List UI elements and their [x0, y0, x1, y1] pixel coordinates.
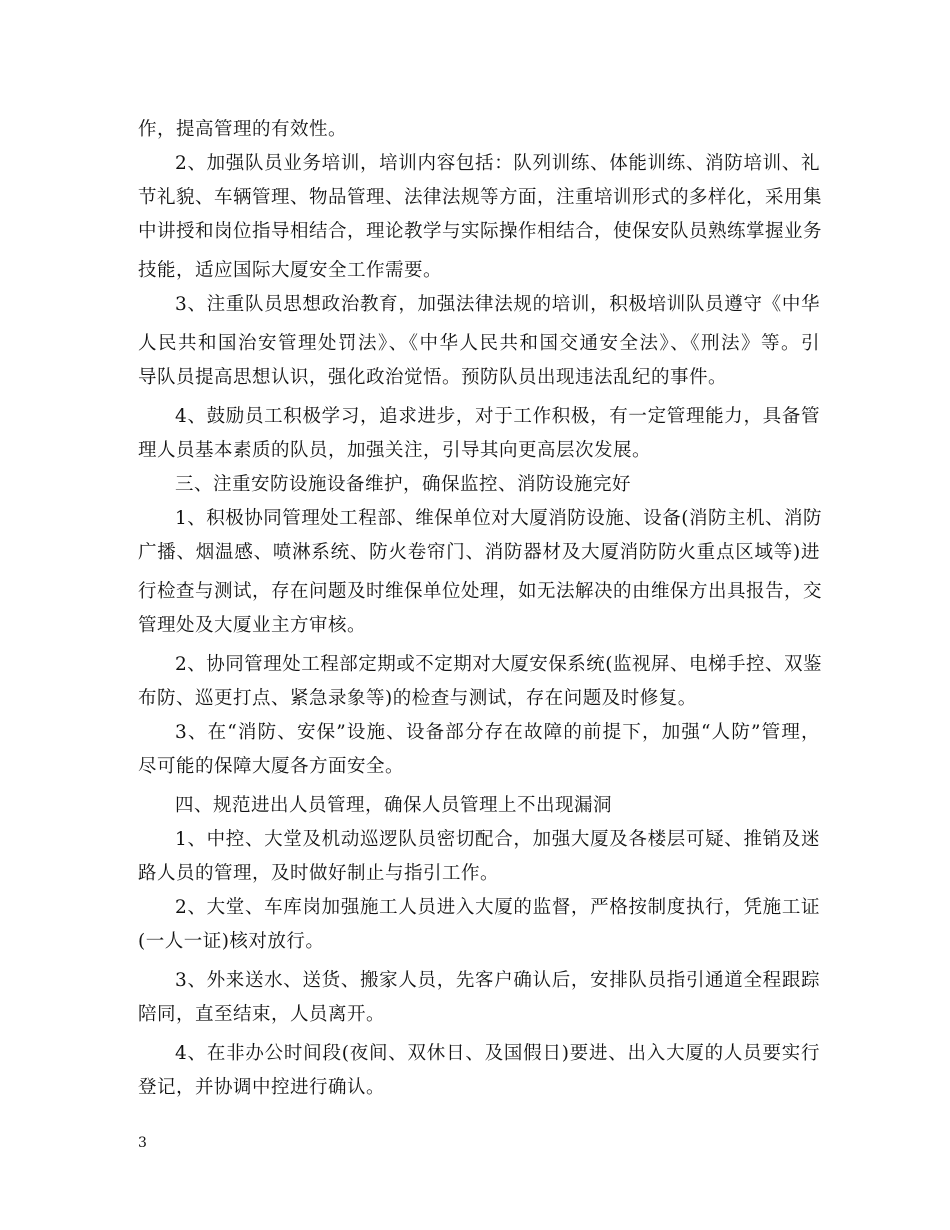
text-line: 导队员提高思想认识，强化政治觉悟。预防队员出现违法乱纪的事件。	[138, 367, 728, 388]
page-number: 3	[138, 1135, 147, 1151]
text-line: 1、中控、大堂及机动巡逻队员密切配合，加强大厦及各楼层可疑、推销及迷	[175, 829, 820, 850]
text-line: 中讲授和岗位指导相结合，理论教学与实际操作相结合，使保安队员熟练掌握业务	[138, 221, 823, 242]
text-line: 节礼貌、车辆管理、物品管理、法律法规等方面，注重培训形式的多样化，采用集	[138, 187, 823, 208]
text-line: 4、鼓励员工积极学习，追求进步，对于工作积极，有一定管理能力，具备管	[175, 406, 820, 427]
text-line: 陪同，直至结束，人员离开。	[138, 1004, 386, 1025]
text-line: 人民共和国治安管理处罚法》、《中华人民共和国交通安全法》、《刑法》等。引	[138, 333, 820, 354]
text-line: 4、在非办公时间段(夜间、双休日、及国假日)要进、出入大厦的人员要实行	[175, 1043, 820, 1064]
text-line: 行检查与测试，存在问题及时维保单位处理，如无法解决的由维保方出具报告，交	[138, 581, 823, 602]
text-line: 理人员基本素质的队员，加强关注，引导其向更高层次发展。	[138, 440, 652, 461]
text-line: 2、加强队员业务培训，培训内容包括：队列训练、体能训练、消防培训、礼	[175, 153, 820, 174]
section-heading: 三、注重安防设施设备维护，确保监控、消防设施完好	[175, 474, 632, 495]
text-line: (一人一证)核对放行。	[138, 931, 325, 952]
text-line: 2、协同管理处工程部定期或不定期对大厦安保系统(监视屏、电梯手控、双鉴	[175, 654, 822, 675]
text-line: 广播、烟温感、喷淋系统、防火卷帘门、消防器材及大厦消防防火重点区域等)进	[138, 542, 820, 563]
text-line: 管理处及大厦业主方审核。	[138, 615, 367, 636]
text-line: 1、积极协同管理处工程部、维保单位对大厦消防设施、设备(消防主机、消防	[175, 508, 822, 529]
text-line: 3、在“消防、安保”设施、设备部分存在故障的前提下，加强“人防”管理，	[175, 722, 820, 743]
text-line: 布防、巡更打点、紧急录象等)的检查与测试，存在问题及时修复。	[138, 688, 697, 709]
text-line: 登记，并协调中控进行确认。	[138, 1077, 386, 1098]
text-line: 3、注重队员思想政治教育，加强法律法规的培训，积极培训队员遵守《中华	[175, 294, 820, 315]
text-line: 3、外来送水、送货、搬家人员，先客户确认后，安排队员指引通道全程跟踪	[175, 970, 820, 991]
text-line: 2、大堂、车库岗加强施工人员进入大厦的监督，严格按制度执行，凭施工证	[175, 897, 820, 918]
text-line: 技能，适应国际大厦安全工作需要。	[138, 260, 443, 281]
text-line: 作，提高管理的有效性。	[138, 119, 348, 140]
text-line: 尽可能的保障大厦各方面安全。	[138, 756, 405, 777]
text-line: 路人员的管理，及时做好制止与指引工作。	[138, 863, 500, 884]
section-heading: 四、规范进出人员管理，确保人员管理上不出现漏洞	[175, 795, 613, 816]
